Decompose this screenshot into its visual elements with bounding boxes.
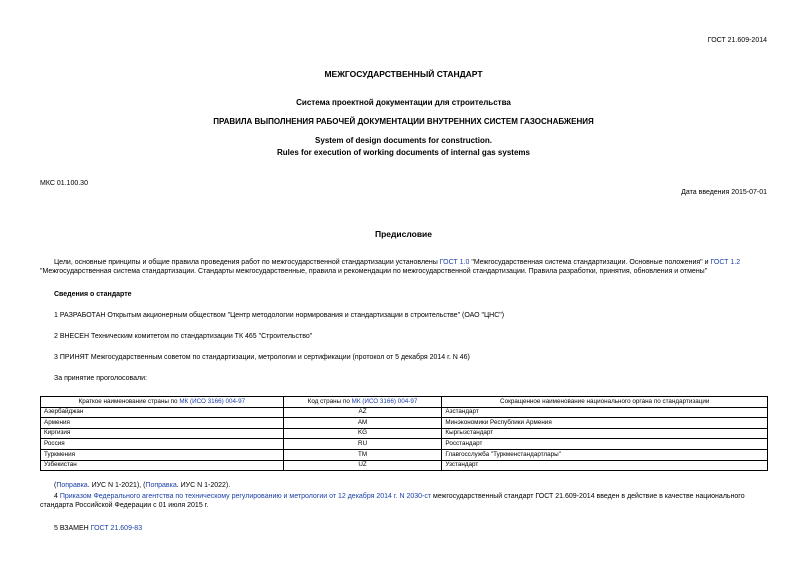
body-cell: Кыргызстандарт [442, 428, 768, 439]
corrections-line: (Поправка. ИУС N 1-2021), (Поправка. ИУС N 1-2022). [54, 482, 231, 489]
mks-code: МКС 01.100.30 [40, 180, 88, 187]
preface-text-b: "Межгосударственная система стандартизации. Основные положения" и [469, 259, 711, 266]
item-developed: 1 РАЗРАБОТАН Открытым акционерным обществом "Центр методологии нормирования и стандартизации в строительстве" (ОАО "ЦНС") [54, 312, 505, 319]
preface-text-a: Цели, основные принципы и общие правила проведения работ по межгосударственной стандартизации установлены [54, 259, 440, 266]
code-cell: AM [283, 418, 442, 429]
standard-info-heading: Сведения о стандарте [54, 291, 132, 298]
body-cell: Росстандарт [442, 439, 768, 450]
standard-title: ПРАВИЛА ВЫПОЛНЕНИЯ РАБОЧЕЙ ДОКУМЕНТАЦИИ ВНУТРЕННИХ СИСТЕМ ГАЗОСНАБЖЕНИЯ [213, 117, 594, 126]
table-row [41, 439, 768, 450]
english-title-line2: Rules for execution of working documents of internal gas systems [277, 148, 530, 157]
body-cell: Главгосслужба "Туркменстандартлары" [442, 449, 768, 460]
gost-1-0-link[interactable]: ГОСТ 1.0 [439, 259, 470, 266]
country-cell: Армения [41, 418, 284, 429]
voting-countries-table [40, 396, 768, 471]
item-submitted: 2 ВНЕСЕН Техническим комитетом по стандартизации ТК 465 "Строительство" [54, 333, 313, 340]
table-row [41, 449, 768, 460]
code-cell: KG [283, 428, 442, 439]
mk-iso-link[interactable]: МК (ИСО 3166) 004-97 [179, 397, 246, 405]
mk-iso-link[interactable]: МК (ИСО 3166) 004-97 [351, 397, 418, 405]
column-header-code: Код страны по МК (ИСО 3166) 004-97 [283, 397, 442, 408]
standard-type-heading: МЕЖГОСУДАРСТВЕННЫЙ СТАНДАРТ [324, 69, 483, 79]
english-title-line1: System of design documents for construction. [315, 136, 492, 145]
body-cell: Азстандарт [442, 407, 768, 418]
country-cell: Киргизия [41, 428, 284, 439]
country-cell: Россия [41, 439, 284, 450]
table-row [41, 428, 768, 439]
correction-link[interactable]: Поправка [56, 482, 88, 489]
body-cell: Узстандарт [442, 460, 768, 471]
preface-paragraph [40, 258, 768, 277]
item-enacted: 4 Приказом Федерального агентства по техническому регулированию и метрологии от 12 декабря 2014 г. N 2030-ст межгосударственный стандарт ГОСТ 21.609-2014 введен в действие в качестве национального стандарта Российской Федерации с 01 июля 2015 г. [40, 493, 745, 510]
column-header-body: Сокращенное наименование национального органа по стандартизации [442, 397, 768, 408]
table-row [41, 407, 768, 418]
country-cell: Узбекистан [41, 460, 284, 471]
voted-label: За принятие проголосовали: [54, 375, 147, 382]
column-header-country: Краткое наименование страны по МК (ИСО 3166) 004-97 [41, 397, 284, 408]
code-cell: UZ [283, 460, 442, 471]
table-row [41, 460, 768, 471]
body-cell: Минэкономики Республики Армения [442, 418, 768, 429]
country-cell: Азербайджан [41, 407, 284, 418]
order-link[interactable]: Приказом Федерального агентства по техническому регулированию и метрологии от 12 декабря 2014 г. N 2030-ст [59, 493, 432, 500]
intro-date: Дата введения 2015-07-01 [681, 189, 767, 196]
code-cell: TM [283, 449, 442, 460]
item-adopted: 3 ПРИНЯТ Межгосударственным советом по стандартизации, метрологии и сертификации (протокол от 5 декабря 2014 г. N 46) [54, 354, 470, 361]
country-cell: Туркмения [41, 449, 284, 460]
preface-heading: Предисловие [374, 229, 433, 239]
gost-1-2-link[interactable]: ГОСТ 1.2 [710, 259, 741, 266]
gost-21-609-83-link[interactable]: ГОСТ 21.609-83 [90, 525, 143, 532]
code-cell: RU [283, 439, 442, 450]
preface-text-c: "Межгосударственная система стандартизации. Стандарты межгосударственные, правила и рекомендации по межгосударственной стандартизации. Правила разработки, принятия, обновления и отмены" [40, 268, 708, 276]
item-replaces: 5 ВЗАМЕН ГОСТ 21.609-83 [54, 525, 143, 532]
table-header-row [41, 397, 768, 408]
correction-link[interactable]: Поправка [145, 482, 177, 489]
table-row [41, 418, 768, 429]
code-cell: AZ [283, 407, 442, 418]
system-title: Система проектной документации для строительства [296, 98, 511, 107]
document-code: ГОСТ 21.609-2014 [707, 37, 767, 44]
